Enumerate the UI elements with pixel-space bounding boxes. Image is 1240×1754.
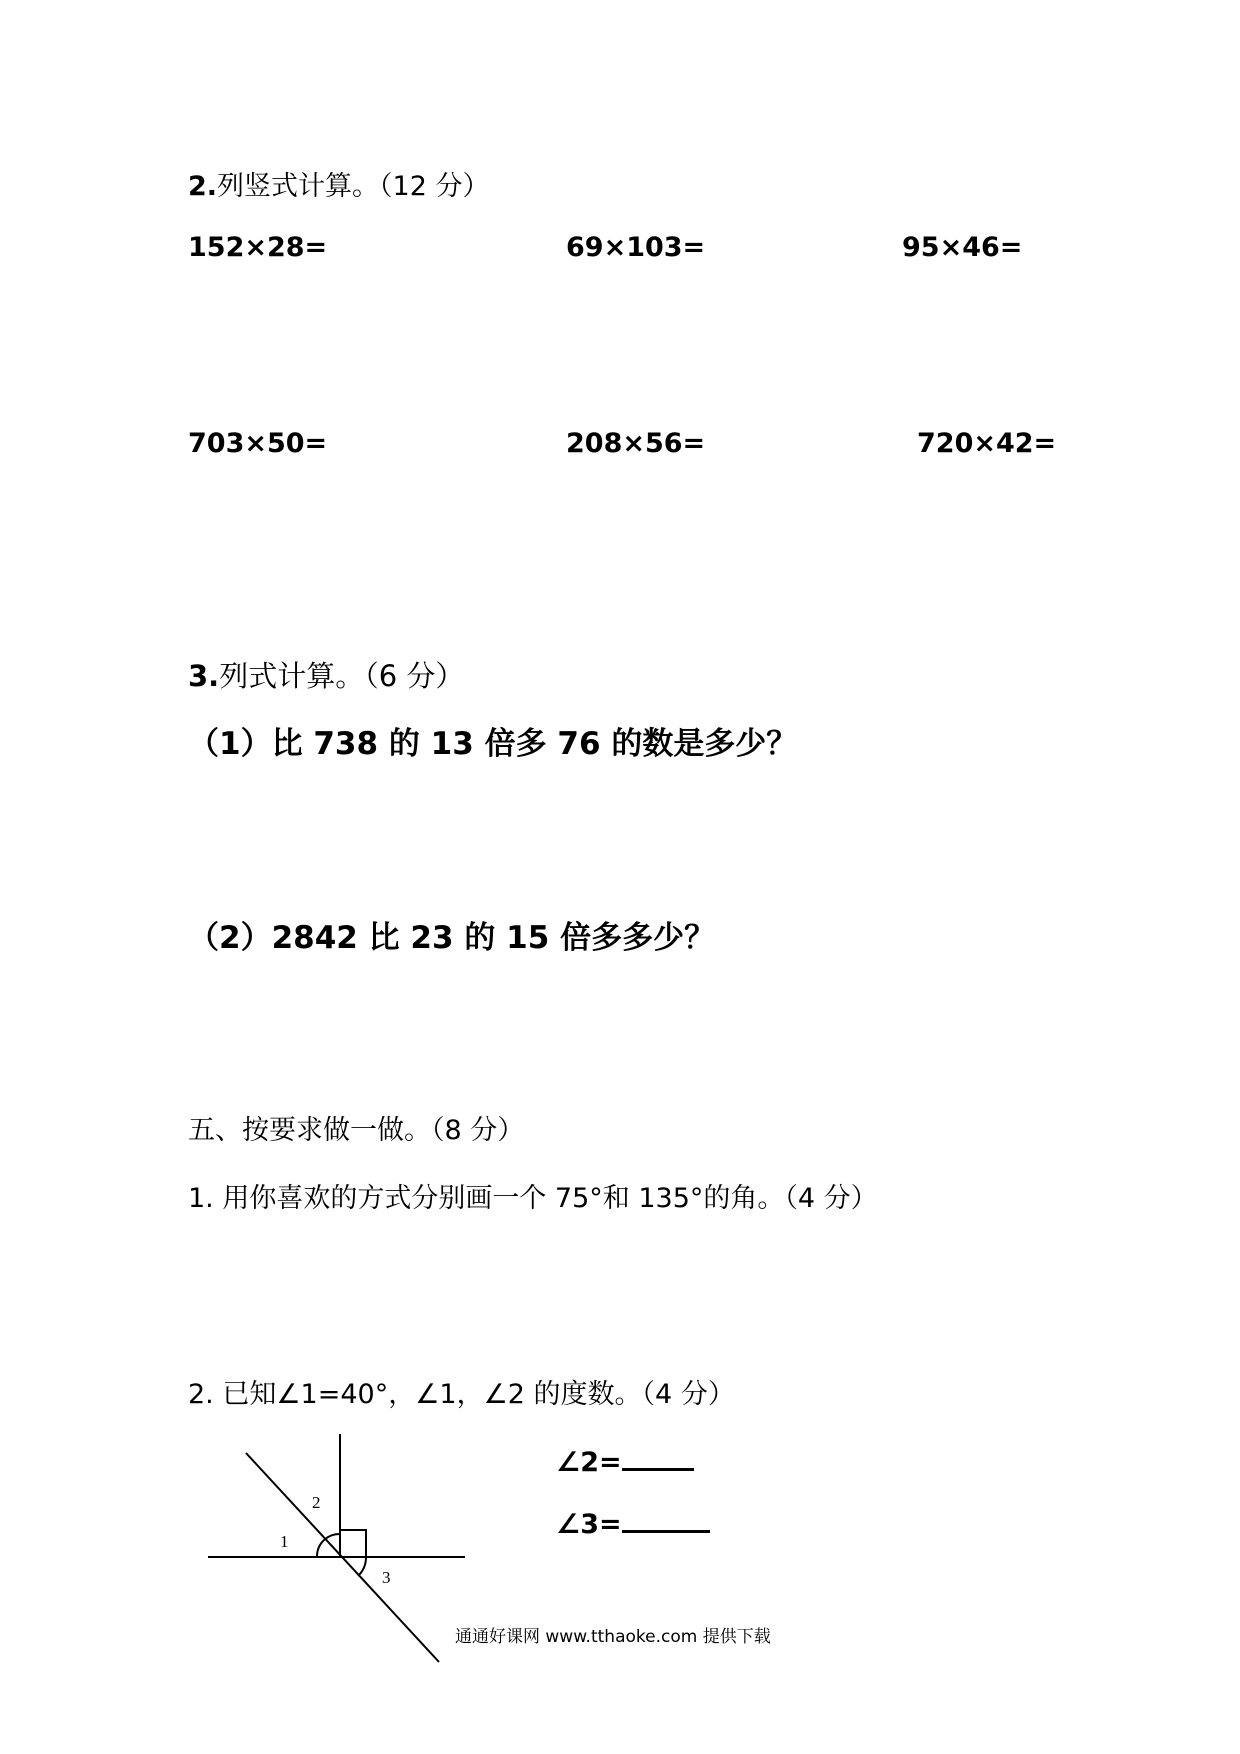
angle3-label: ∠3= <box>556 1509 622 1540</box>
section5-q2: 2. 已知∠1=40°，∠1，∠2 的度数。（4 分） <box>188 1379 735 1410</box>
right-angle-mark <box>341 1530 366 1557</box>
section5-q1: 1. 用你喜欢的方式分别画一个 75°和 135°的角。（4 分） <box>188 1183 878 1214</box>
angle2-figure-label: 2 <box>312 1493 321 1512</box>
problem-3: 95×46= <box>902 232 1023 263</box>
angle2-arc <box>324 1534 340 1540</box>
q3-item-2: （2）2842 比 23 的 15 倍多多少？ <box>188 920 716 956</box>
q2-text: 列竖式计算。 <box>217 171 380 202</box>
q2-score: （12 分） <box>379 171 490 202</box>
section5-title: 五、按要求做一做。（8 分） <box>188 1115 525 1146</box>
q3-text: 列式计算。 <box>219 659 365 693</box>
q3-number: 3. <box>188 659 220 693</box>
q3-item-1: （1）比 738 的 13 倍多 76 的数是多少？ <box>188 726 798 762</box>
angle3-arc <box>358 1557 366 1576</box>
problem-6: 720×42= <box>917 428 1057 459</box>
problem-1: 152×28= <box>188 232 328 263</box>
problem-2: 69×103= <box>566 232 706 263</box>
angle3-figure-label: 3 <box>382 1568 391 1587</box>
angle2-label: ∠2= <box>556 1447 622 1478</box>
q2-number: 2. <box>188 171 218 202</box>
footer-watermark: 通通好课网 www.tthaoke.com 提供下载 <box>455 1627 771 1647</box>
angle1-arc <box>317 1540 324 1557</box>
problem-4: 703×50= <box>188 428 328 459</box>
problem-5: 208×56= <box>566 428 706 459</box>
angle1-label: 1 <box>280 1532 289 1551</box>
q3-score: （6 分） <box>364 659 465 693</box>
